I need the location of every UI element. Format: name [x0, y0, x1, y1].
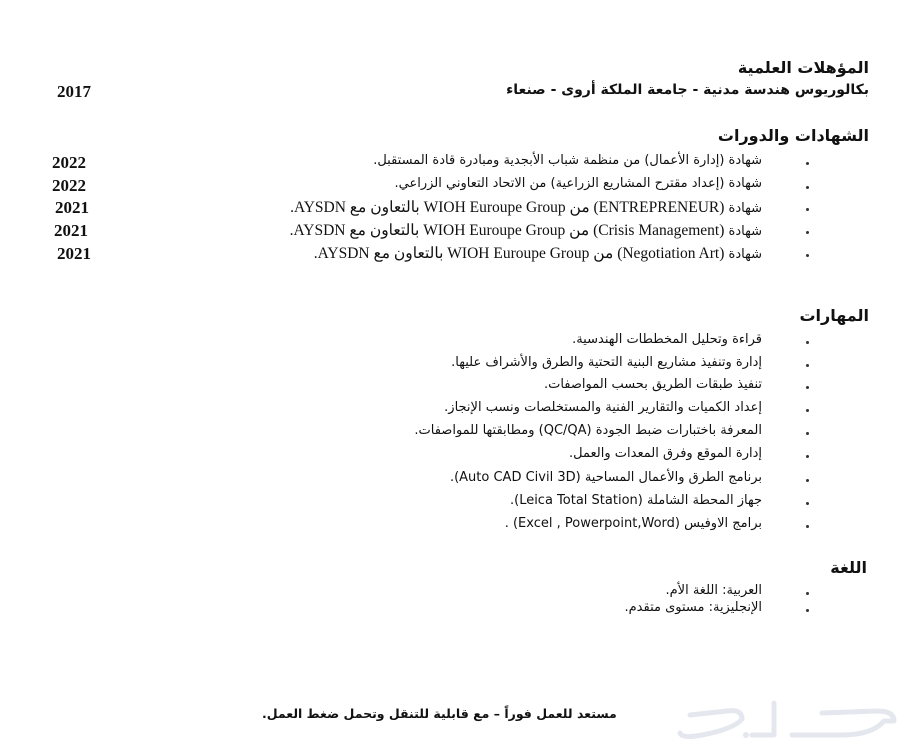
degree-text: بكالوريوس هندسة مدنية - جامعة الملكة أروى - صنعاء: [506, 82, 869, 98]
qualifications-heading: المؤهلات العلمية: [737, 58, 869, 77]
skill-item: المعرفة باختبارات ضبط الجودة (QC/QA) ومطابقتها للمواصفات.: [414, 423, 762, 438]
skill-item: إدارة الموقع وفرق المعدات والعمل.: [569, 446, 762, 461]
bullet-icon: [806, 186, 809, 189]
haraj-watermark-icon: [672, 695, 900, 745]
bullet-icon: [806, 609, 809, 612]
skill-item: قراءة وتحليل المخططات الهندسية.: [572, 332, 762, 347]
bullet-icon: [806, 208, 809, 211]
certificate-year: 2021: [55, 198, 89, 217]
skill-item: إدارة وتنفيذ مشاريع البنية التحتية والطرق والأشراف عليها.: [451, 355, 762, 370]
bullet-icon: [806, 592, 809, 595]
language-item: الإنجليزية: مستوى متقدم.: [624, 600, 762, 615]
certificate-text: شهادة (إعداد مقترح المشاريع الزراعية) من الاتحاد التعاوني الزراعي.: [394, 176, 762, 191]
bullet-icon: [806, 409, 809, 412]
certificate-year: 2021: [57, 244, 91, 263]
bullet-icon: [806, 432, 809, 435]
bullet-icon: [806, 525, 809, 528]
certificate-item: [314, 244, 762, 263]
certificate-text: (Crisis Management) من WIOH Euroupe Group بالتعاون مع AYSDN.: [289, 222, 725, 239]
certificate-year: 2022: [52, 153, 86, 172]
bullet-icon: [806, 254, 809, 257]
certificate-year: 2022: [52, 176, 86, 195]
certificate-prefix: شهادة: [728, 224, 762, 239]
certificate-item: [290, 198, 762, 217]
skills-heading: المهارات: [799, 306, 869, 325]
skill-item: برامج الاوفيس (Excel , Powerpoint,Word) .: [504, 516, 762, 531]
availability-statement: مستعد للعمل فوراً – مع قابلية للتنقل وتحمل ضغط العمل.: [262, 706, 617, 721]
skill-item: إعداد الكميات والتقارير الفنية والمستخلصات ونسب الإنجاز.: [444, 400, 762, 415]
bullet-icon: [806, 341, 809, 344]
certificate-text: شهادة (إدارة الأعمال) من منظمة شباب الأبجدية ومبادرة قادة المستقبل.: [373, 153, 762, 168]
certificate-year: 2021: [54, 221, 88, 240]
certificate-prefix: شهادة: [728, 201, 762, 216]
language-item: العربية: اللغة الأم.: [665, 583, 762, 598]
certificate-item: [395, 176, 762, 191]
certificates-heading: الشهادات والدورات: [717, 126, 869, 145]
bullet-icon: [806, 162, 809, 165]
degree-year: 2017: [57, 82, 91, 101]
skill-item: تنفيذ طبقات الطريق بحسب المواصفات.: [543, 377, 762, 392]
watermark-text: حراج: [672, 695, 675, 696]
bullet-icon: [806, 364, 809, 367]
skill-item: برنامج الطرق والأعمال المساحية (Auto CAD Civil 3D).: [449, 470, 762, 485]
bullet-icon: [806, 386, 809, 389]
certificate-text: (Negotiation Art) من WIOH Euroupe Group بالتعاون مع AYSDN.: [313, 245, 725, 262]
certificate-item: [290, 221, 762, 240]
certificate-item: [373, 153, 762, 168]
bullet-icon: [806, 479, 809, 482]
certificate-text: (ENTREPRENEUR) من WIOH Euroupe Group بالتعاون مع AYSDN.: [290, 199, 725, 216]
skill-item: جهاز المحطة الشاملة (Leica Total Station).: [509, 493, 762, 508]
bullet-icon: [806, 455, 809, 458]
languages-heading: اللغة: [830, 558, 867, 577]
certificate-prefix: شهادة: [728, 247, 762, 262]
bullet-icon: [806, 231, 809, 234]
bullet-icon: [806, 502, 809, 505]
